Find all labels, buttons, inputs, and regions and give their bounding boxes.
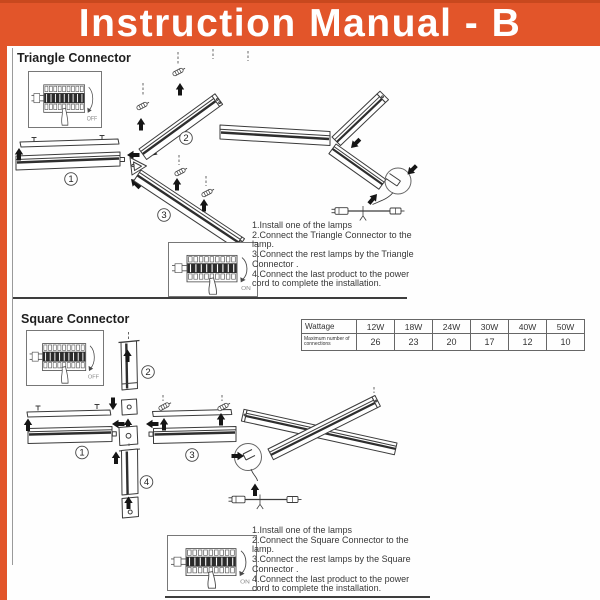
connect-arrow-icon bbox=[348, 136, 363, 151]
screw-icon bbox=[174, 166, 188, 176]
square-instructions bbox=[252, 526, 424, 594]
triangle-instructions bbox=[252, 221, 424, 289]
instruction-step: 4.Connect the last product to the power cord to complete the installation. bbox=[252, 573, 410, 594]
title-banner bbox=[0, 0, 600, 46]
screw-icon bbox=[201, 187, 215, 197]
connections-value: 12 bbox=[509, 334, 547, 351]
magnifier-circle bbox=[232, 444, 262, 471]
square-connector-piece bbox=[119, 426, 138, 446]
connect-arrow-icon bbox=[251, 484, 259, 497]
inset-state-label: OFF bbox=[86, 116, 98, 123]
lamp-3-label bbox=[158, 209, 171, 222]
mount-arrow-icon bbox=[176, 83, 184, 96]
svg-text:4: 4 bbox=[143, 477, 150, 489]
instruction-step: 2.Connect the Triangle Connector to the lamp. bbox=[252, 229, 412, 250]
assembled-square-view bbox=[229, 387, 398, 509]
lamp-1-exploded bbox=[16, 136, 125, 171]
inset-state-label: OFF bbox=[87, 374, 100, 381]
wattage-value: 24W bbox=[433, 320, 471, 334]
connector-close-inset-triangle bbox=[168, 242, 258, 297]
connector-open-inset-square bbox=[26, 330, 104, 386]
wattage-value: 12W bbox=[357, 320, 395, 334]
terminal-connector-drawing bbox=[31, 85, 92, 125]
magnifier-circle bbox=[385, 163, 419, 194]
connections-value: 20 bbox=[433, 334, 471, 351]
bottom-divider bbox=[165, 596, 430, 598]
connect-arrow-icon bbox=[127, 151, 140, 159]
page-title: Instruction Manual - B bbox=[78, 2, 522, 45]
wattage-value: 50W bbox=[547, 320, 585, 334]
instruction-step: 1.Install one of the lamps bbox=[252, 525, 353, 535]
lamp-1-label bbox=[76, 446, 89, 459]
svg-text:2: 2 bbox=[145, 367, 151, 379]
inset-state-label: ON bbox=[240, 578, 250, 586]
connections-value: 10 bbox=[547, 334, 585, 351]
lamp-1-exploded-square bbox=[27, 405, 116, 444]
triangle-section-heading: Triangle Connector bbox=[17, 51, 131, 65]
lamp-2-label bbox=[142, 366, 155, 379]
connections-value: 26 bbox=[357, 334, 395, 351]
wattage-value: 30W bbox=[471, 320, 509, 334]
mount-arrow-icon bbox=[137, 118, 145, 131]
connections-row-label: Maximum number of connections bbox=[302, 334, 357, 351]
assembled-triangle-view bbox=[220, 91, 419, 220]
lamp-2-exploded bbox=[139, 94, 223, 160]
lamp-2-label bbox=[180, 132, 193, 145]
wattage-row-label: Wattage bbox=[302, 320, 357, 334]
mount-arrow-icon bbox=[173, 178, 181, 191]
connect-arrow-icon bbox=[109, 398, 117, 411]
connect-arrow-icon bbox=[112, 452, 120, 465]
instruction-step: 2.Connect the Square Connector to the lamp. bbox=[252, 534, 409, 555]
connector-open-inset-triangle bbox=[28, 71, 102, 128]
lamp-1-label bbox=[65, 173, 78, 186]
wattage-value: 18W bbox=[395, 320, 433, 334]
lamp-3-exploded bbox=[134, 170, 245, 250]
svg-text:3: 3 bbox=[161, 210, 167, 222]
instruction-step: 4.Connect the last product to the power cord to complete the installation. bbox=[252, 268, 410, 289]
screw-icon bbox=[136, 100, 150, 110]
instruction-step: 3.Connect the rest lamps by the Triangle Connector . bbox=[252, 249, 414, 269]
terminal-connector-drawing bbox=[171, 549, 246, 589]
connections-value: 17 bbox=[471, 334, 509, 351]
section-divider bbox=[13, 297, 407, 299]
inset-state-label: ON bbox=[241, 285, 251, 292]
instruction-step: 1.Install one of the lamps bbox=[252, 220, 353, 230]
lamp-2-exploded-square bbox=[119, 332, 140, 415]
svg-text:3: 3 bbox=[189, 450, 195, 462]
svg-text:2: 2 bbox=[183, 133, 189, 145]
terminal-connector-drawing bbox=[172, 255, 247, 294]
wattage-value: 40W bbox=[509, 320, 547, 334]
power-cord bbox=[229, 495, 302, 510]
power-cord bbox=[332, 206, 405, 221]
svg-text:1: 1 bbox=[79, 447, 85, 459]
connector-close-inset-square bbox=[167, 535, 257, 591]
connect-arrow-icon bbox=[146, 420, 159, 428]
instruction-step: 3.Connect the rest lamps by the Square Connector . bbox=[252, 554, 411, 574]
lamp-4-label bbox=[140, 476, 153, 489]
connections-value: 23 bbox=[395, 334, 433, 351]
lamp-3-label bbox=[186, 449, 199, 462]
square-section-heading: Square Connector bbox=[21, 312, 130, 326]
screw-icon bbox=[158, 401, 172, 411]
terminal-connector-drawing bbox=[30, 344, 95, 384]
screw-icon bbox=[172, 66, 186, 76]
svg-text:1: 1 bbox=[68, 174, 74, 186]
